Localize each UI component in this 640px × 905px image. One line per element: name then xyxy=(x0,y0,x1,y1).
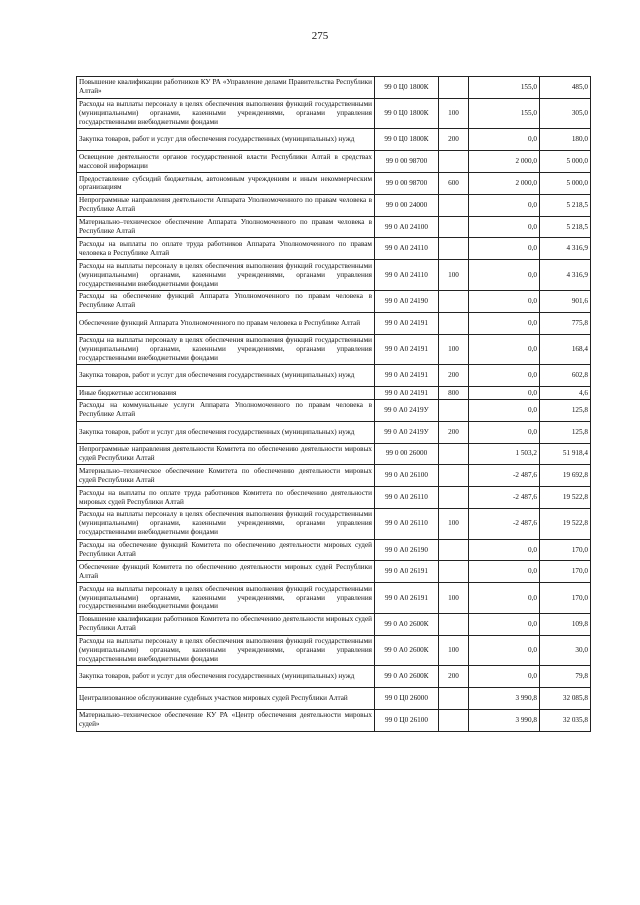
row-expense-type-cell xyxy=(439,216,469,238)
row-expense-type-cell: 200 xyxy=(439,666,469,688)
row-change-amount-cell: -2 487,6 xyxy=(469,508,540,539)
row-total-amount-cell: 170,0 xyxy=(540,539,591,561)
table-row xyxy=(77,98,591,129)
row-code-cell: 99 0 А0 26190 xyxy=(375,539,439,561)
row-change-amount-cell: 0,0 xyxy=(469,365,540,387)
table-row xyxy=(77,194,591,216)
row-total-amount-cell: 109,8 xyxy=(540,613,591,635)
row-code-cell: 99 0 А0 24191 xyxy=(375,387,439,400)
row-expense-type-cell: 100 xyxy=(439,260,469,291)
budget-table xyxy=(76,76,591,732)
row-code-cell: 99 0 А0 26110 xyxy=(375,508,439,539)
row-total-amount-cell: 4 316,9 xyxy=(540,260,591,291)
table-row xyxy=(77,583,591,614)
table-row xyxy=(77,399,591,421)
row-total-amount-cell: 19 522,8 xyxy=(540,487,591,509)
row-name-cell: Расходы на выплаты персоналу в целях обеспечения выполнения функций государственными (муниципальными) органами, казенными учреждениями, органами управления государственными внебюджетными фондами xyxy=(77,260,375,291)
table-row xyxy=(77,151,591,173)
row-change-amount-cell: 0,0 xyxy=(469,194,540,216)
row-code-cell: 99 0 А0 24100 xyxy=(375,216,439,238)
table-row xyxy=(77,688,591,710)
row-code-cell: 99 0 00 26000 xyxy=(375,443,439,465)
row-name-cell: Обеспечение функций Комитета по обеспечению деятельности мировых судей Республики Алтай xyxy=(77,561,375,583)
row-name-cell: Расходы на выплаты по оплате труда работников Комитета по обеспечению деятельности мировых судей Республики Алтай xyxy=(77,487,375,509)
row-expense-type-cell xyxy=(439,399,469,421)
row-code-cell: 99 0 А0 26191 xyxy=(375,561,439,583)
row-expense-type-cell xyxy=(439,465,469,487)
row-code-cell: 99 0 00 98700 xyxy=(375,173,439,195)
row-total-amount-cell: 180,0 xyxy=(540,129,591,151)
row-name-cell: Повышение квалификации работников КУ РА «Управление делами Правительства Республики Алтай» xyxy=(77,77,375,99)
table-row xyxy=(77,173,591,195)
row-change-amount-cell: 0,0 xyxy=(469,260,540,291)
row-name-cell: Материально–техническое обеспечение КУ РА «Центр обеспечения деятельности мировых судей» xyxy=(77,709,375,731)
table-row xyxy=(77,635,591,666)
row-code-cell: 99 0 Ц0 26000 xyxy=(375,688,439,710)
row-change-amount-cell: 3 990,8 xyxy=(469,709,540,731)
row-code-cell: 99 0 Ц0 26100 xyxy=(375,709,439,731)
row-change-amount-cell: 0,0 xyxy=(469,312,540,334)
row-name-cell: Закупка товаров, работ и услуг для обеспечения государственных (муниципальных) нужд xyxy=(77,421,375,443)
row-code-cell: 99 0 Ц0 1800К xyxy=(375,77,439,99)
row-change-amount-cell: -2 487,6 xyxy=(469,465,540,487)
row-name-cell: Материально–техническое обеспечение Аппарата Уполномоченного по правам человека в Республике Алтай xyxy=(77,216,375,238)
row-expense-type-cell xyxy=(439,688,469,710)
row-total-amount-cell: 602,8 xyxy=(540,365,591,387)
table-row xyxy=(77,238,591,260)
row-total-amount-cell: 170,0 xyxy=(540,583,591,614)
row-total-amount-cell: 5 218,5 xyxy=(540,194,591,216)
table-row xyxy=(77,290,591,312)
row-expense-type-cell: 100 xyxy=(439,334,469,365)
row-change-amount-cell: 0,0 xyxy=(469,635,540,666)
row-total-amount-cell: 5 218,5 xyxy=(540,216,591,238)
table-row xyxy=(77,387,591,400)
row-name-cell: Повышение квалификации работников Комитета по обеспечению деятельности мировых судей Республики Алтай xyxy=(77,613,375,635)
row-change-amount-cell: 0,0 xyxy=(469,216,540,238)
row-code-cell: 99 0 А0 24110 xyxy=(375,238,439,260)
row-expense-type-cell xyxy=(439,539,469,561)
row-code-cell: 99 0 А0 26100 xyxy=(375,465,439,487)
row-expense-type-cell: 100 xyxy=(439,508,469,539)
row-expense-type-cell xyxy=(439,312,469,334)
row-change-amount-cell: 0,0 xyxy=(469,238,540,260)
row-change-amount-cell: 0,0 xyxy=(469,399,540,421)
row-name-cell: Непрограммные направления деятельности Комитета по обеспечению деятельности мировых судей Республики Алтай xyxy=(77,443,375,465)
table-row xyxy=(77,365,591,387)
row-change-amount-cell: 0,0 xyxy=(469,613,540,635)
row-expense-type-cell xyxy=(439,613,469,635)
row-expense-type-cell xyxy=(439,151,469,173)
row-expense-type-cell: 100 xyxy=(439,635,469,666)
table-row xyxy=(77,216,591,238)
row-change-amount-cell: 0,0 xyxy=(469,290,540,312)
row-change-amount-cell: 3 990,8 xyxy=(469,688,540,710)
row-total-amount-cell: 19 692,8 xyxy=(540,465,591,487)
page-number: 275 xyxy=(311,30,329,42)
row-total-amount-cell: 19 522,8 xyxy=(540,508,591,539)
row-code-cell: 99 0 А0 2419У xyxy=(375,421,439,443)
row-total-amount-cell: 305,0 xyxy=(540,98,591,129)
row-code-cell: 99 0 А0 26110 xyxy=(375,487,439,509)
row-name-cell: Обеспечение функций Аппарата Уполномоченного по правам человека в Республике Алтай xyxy=(77,312,375,334)
table-row xyxy=(77,539,591,561)
row-code-cell: 99 0 А0 24191 xyxy=(375,312,439,334)
row-total-amount-cell: 4,6 xyxy=(540,387,591,400)
row-total-amount-cell: 32 085,8 xyxy=(540,688,591,710)
row-name-cell: Материально–техническое обеспечение Комитета по обеспечению деятельности мировых судей Республики Алтай xyxy=(77,465,375,487)
budget-table-body xyxy=(77,77,591,732)
row-total-amount-cell: 30,0 xyxy=(540,635,591,666)
row-code-cell: 99 0 А0 2600К xyxy=(375,635,439,666)
row-change-amount-cell: 2 000,0 xyxy=(469,173,540,195)
row-change-amount-cell: 0,0 xyxy=(469,539,540,561)
row-expense-type-cell xyxy=(439,194,469,216)
row-name-cell: Предоставление субсидий бюджетным, автономным учреждениям и иным некоммерческим организациям xyxy=(77,173,375,195)
row-code-cell: 99 0 00 98700 xyxy=(375,151,439,173)
row-name-cell: Расходы на выплаты персоналу в целях обеспечения выполнения функций государственными (муниципальными) органами, казенными учреждениями, органами управления государственными внебюджетными фондами xyxy=(77,508,375,539)
row-expense-type-cell: 600 xyxy=(439,173,469,195)
table-row xyxy=(77,561,591,583)
row-change-amount-cell: 155,0 xyxy=(469,77,540,99)
row-code-cell: 99 0 А0 24191 xyxy=(375,334,439,365)
row-expense-type-cell xyxy=(439,487,469,509)
table-row xyxy=(77,312,591,334)
row-total-amount-cell: 168,4 xyxy=(540,334,591,365)
table-row xyxy=(77,129,591,151)
row-name-cell: Непрограммные направления деятельности Аппарата Уполномоченного по правам человека в Республике Алтай xyxy=(77,194,375,216)
table-row xyxy=(77,465,591,487)
row-total-amount-cell: 5 000,0 xyxy=(540,151,591,173)
row-change-amount-cell: 1 503,2 xyxy=(469,443,540,465)
table-row xyxy=(77,709,591,731)
row-name-cell: Централизованное обслуживание судебных участков мировых судей Республики Алтай xyxy=(77,688,375,710)
row-code-cell: 99 0 Ц0 1800К xyxy=(375,98,439,129)
row-name-cell: Расходы на выплаты персоналу в целях обеспечения выполнения функций государственными (муниципальными) органами, казенными учреждениями, органами управления государственными внебюджетными фондами xyxy=(77,98,375,129)
row-change-amount-cell: 0,0 xyxy=(469,421,540,443)
row-expense-type-cell xyxy=(439,709,469,731)
row-change-amount-cell: 0,0 xyxy=(469,561,540,583)
row-code-cell: 99 0 А0 26191 xyxy=(375,583,439,614)
row-change-amount-cell: 0,0 xyxy=(469,583,540,614)
row-code-cell: 99 0 А0 2600К xyxy=(375,613,439,635)
row-code-cell: 99 0 А0 24110 xyxy=(375,260,439,291)
row-expense-type-cell xyxy=(439,238,469,260)
row-total-amount-cell: 125,8 xyxy=(540,399,591,421)
table-row xyxy=(77,666,591,688)
row-total-amount-cell: 170,0 xyxy=(540,561,591,583)
table-row xyxy=(77,421,591,443)
row-name-cell: Расходы на выплаты персоналу в целях обеспечения выполнения функций государственными (муниципальными) органами, казенными учреждениями, органами управления государственными внебюджетными фондами xyxy=(77,334,375,365)
row-code-cell: 99 0 А0 24191 xyxy=(375,365,439,387)
row-change-amount-cell: 0,0 xyxy=(469,334,540,365)
row-name-cell: Закупка товаров, работ и услуг для обеспечения государственных (муниципальных) нужд xyxy=(77,365,375,387)
table-row xyxy=(77,487,591,509)
row-code-cell: 99 0 Ц0 1800К xyxy=(375,129,439,151)
row-change-amount-cell: 0,0 xyxy=(469,129,540,151)
row-code-cell: 99 0 А0 24190 xyxy=(375,290,439,312)
row-name-cell: Расходы на обеспечение функций Комитета по обеспечению деятельности мировых судей Республики Алтай xyxy=(77,539,375,561)
row-change-amount-cell: 155,0 xyxy=(469,98,540,129)
row-name-cell: Расходы на обеспечение функций Аппарата Уполномоченного по правам человека в Республике Алтай xyxy=(77,290,375,312)
row-total-amount-cell: 125,8 xyxy=(540,421,591,443)
row-name-cell: Расходы на выплаты персоналу в целях обеспечения выполнения функций государственными (муниципальными) органами, казенными учреждениями, органами управления государственными внебюджетными фондами xyxy=(77,583,375,614)
row-name-cell: Иные бюджетные ассигнования xyxy=(77,387,375,400)
row-code-cell: 99 0 А0 2419У xyxy=(375,399,439,421)
table-row xyxy=(77,508,591,539)
row-total-amount-cell: 901,6 xyxy=(540,290,591,312)
row-name-cell: Освещение деятельности органов государственной власти Республики Алтай в средствах массовой информации xyxy=(77,151,375,173)
row-expense-type-cell: 100 xyxy=(439,98,469,129)
table-row xyxy=(77,334,591,365)
row-expense-type-cell: 800 xyxy=(439,387,469,400)
row-name-cell: Расходы на коммунальные услуги Аппарата Уполномоченного по правам человека в Республике Алтай xyxy=(77,399,375,421)
row-change-amount-cell: 2 000,0 xyxy=(469,151,540,173)
row-total-amount-cell: 32 035,8 xyxy=(540,709,591,731)
row-total-amount-cell: 5 000,0 xyxy=(540,173,591,195)
row-code-cell: 99 0 00 24000 xyxy=(375,194,439,216)
row-name-cell: Закупка товаров, работ и услуг для обеспечения государственных (муниципальных) нужд xyxy=(77,666,375,688)
row-expense-type-cell: 200 xyxy=(439,365,469,387)
table-row xyxy=(77,443,591,465)
row-name-cell: Расходы на выплаты персоналу в целях обеспечения выполнения функций государственными (муниципальными) органами, казенными учреждениями, органами управления государственными внебюджетными фондами xyxy=(77,635,375,666)
row-name-cell: Расходы на выплаты по оплате труда работников Аппарата Уполномоченного по правам человека в Республике Алтай xyxy=(77,238,375,260)
row-change-amount-cell: 0,0 xyxy=(469,666,540,688)
row-expense-type-cell: 200 xyxy=(439,421,469,443)
row-code-cell: 99 0 А0 2600К xyxy=(375,666,439,688)
row-expense-type-cell xyxy=(439,290,469,312)
row-total-amount-cell: 51 918,4 xyxy=(540,443,591,465)
row-change-amount-cell: 0,0 xyxy=(469,387,540,400)
row-total-amount-cell: 485,0 xyxy=(540,77,591,99)
row-expense-type-cell xyxy=(439,443,469,465)
row-expense-type-cell: 200 xyxy=(439,129,469,151)
row-name-cell: Закупка товаров, работ и услуг для обеспечения государственных (муниципальных) нужд xyxy=(77,129,375,151)
row-change-amount-cell: -2 487,6 xyxy=(469,487,540,509)
row-expense-type-cell: 100 xyxy=(439,583,469,614)
row-total-amount-cell: 79,8 xyxy=(540,666,591,688)
row-expense-type-cell xyxy=(439,561,469,583)
row-total-amount-cell: 4 316,9 xyxy=(540,238,591,260)
row-total-amount-cell: 775,8 xyxy=(540,312,591,334)
table-row xyxy=(77,77,591,99)
table-row xyxy=(77,260,591,291)
row-expense-type-cell xyxy=(439,77,469,99)
table-row xyxy=(77,613,591,635)
